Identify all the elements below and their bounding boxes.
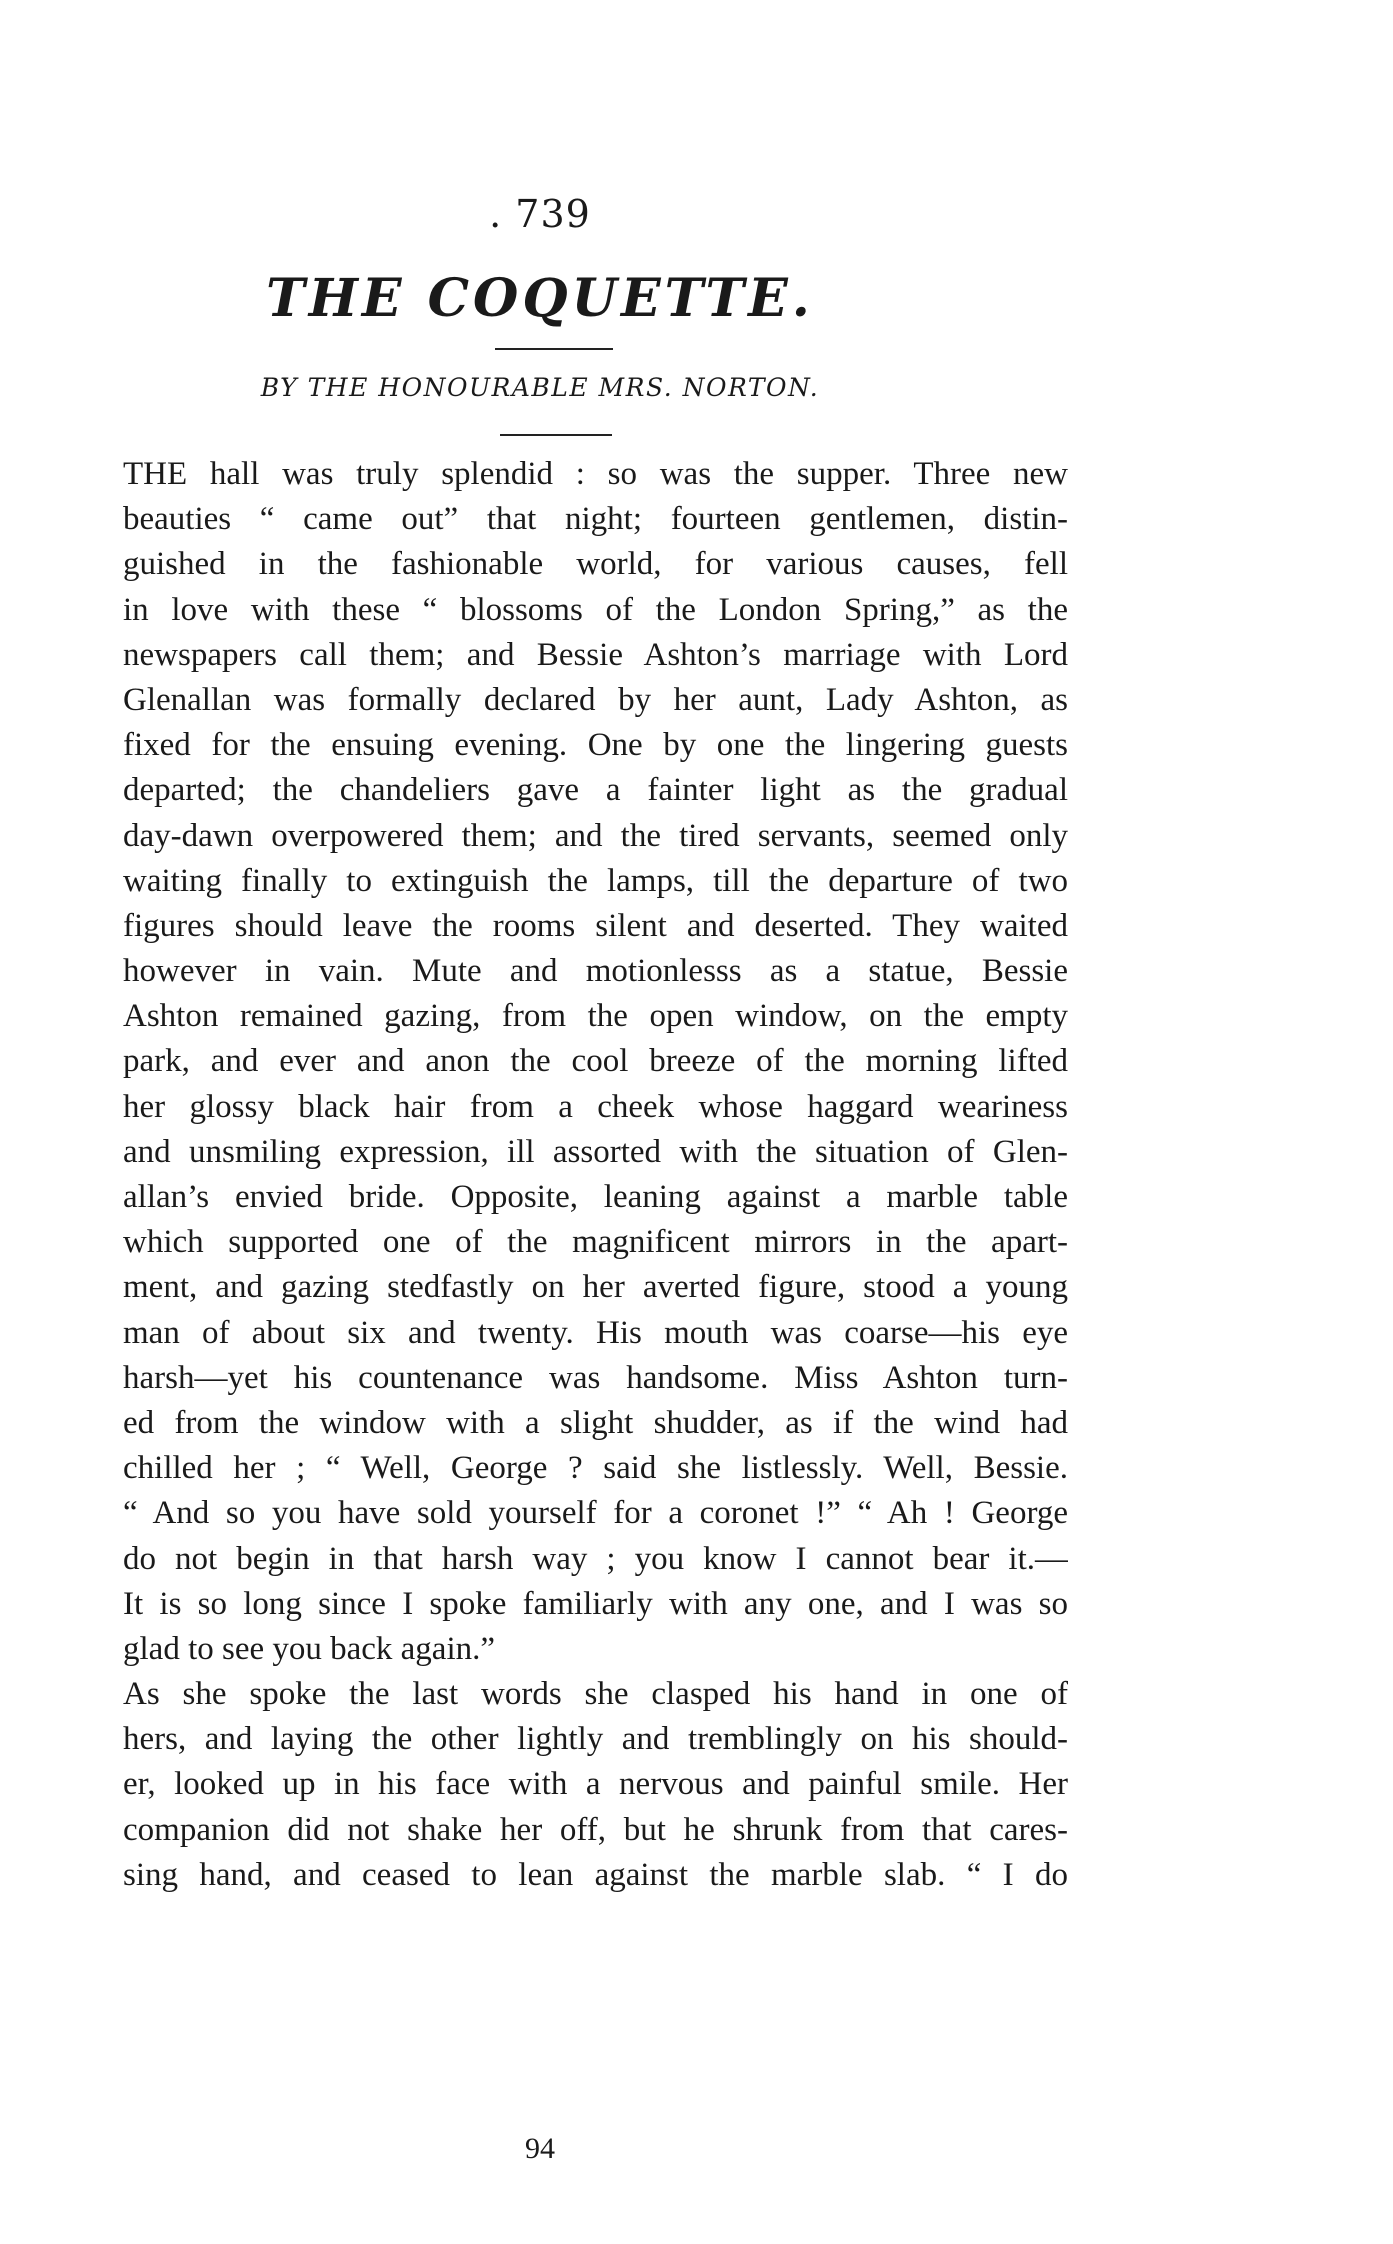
text-line: newspapers call them; and Bessie Ashton’s marriage with Lord [123,636,1068,673]
text-line: beauties “ came out” that night; fourteen gentlemen, distin- [123,501,1068,538]
text-line: fixed for the ensuing evening. One by one the lingering guests [123,727,1068,764]
text-line: Ashton remained gazing, from the open window, on the empty [123,998,1068,1035]
text-line: THE hall was truly splendid : so was the supper. Three new [123,456,1068,492]
text-line: which supported one of the magnificent mirrors in the apart- [123,1224,1068,1261]
text-line: guished in the fashionable world, for various causes, fell [123,546,1068,583]
author-byline: BY THE HONOURABLE MRS. NORTON. [260,373,820,402]
text-line: As she spoke the last words she clasped his hand in one of [123,1676,1068,1713]
text-line: ed from the window with a slight shudder, as if the wind had [123,1404,1068,1441]
text-line: do not begin in that harsh way ; you know I cannot bear it.— [123,1540,1068,1577]
text-line: figures should leave the rooms silent and deserted. They waited [123,907,1068,944]
text-line: harsh—yet his countenance was handsome. Miss Ashton turn- [123,1359,1068,1396]
text-line: waiting finally to extinguish the lamps, till the departure of two [123,862,1068,899]
book-page [60,0,1068,2244]
text-line: day-dawn overpowered them; and the tired servants, seemed only [123,817,1068,854]
text-line: however in vain. Mute and motionlesss as a statue, Bessie [123,953,1068,990]
text-line: er, looked up in his face with a nervous and painful smile. Her [123,1766,1068,1803]
text-line: glad to see you back again.” [123,1630,496,1667]
text-line: “ And so you have sold yourself for a coronet !” “ Ah ! George [123,1495,1068,1532]
text-line: sing hand, and ceased to lean against the marble slab. “ I do [123,1856,1068,1893]
text-line: allan’s envied bride. Opposite, leaning against a marble table [123,1179,1068,1215]
text-line: companion did not shake her off, but he shrunk from that cares- [123,1811,1068,1848]
text-line: and unsmiling expression, ill assorted with the situation of Glen- [123,1133,1068,1170]
text-line: hers, and laying the other lightly and tremblingly on his should- [123,1721,1068,1758]
text-line: departed; the chandeliers gave a fainter light as the gradual [123,772,1068,809]
title-rule [495,348,613,350]
text-line: park, and ever and anon the cool breeze of the morning lifted [123,1043,1068,1080]
text-line: her glossy black hair from a cheek whose haggard weariness [123,1088,1068,1125]
story-body [123,452,1068,1898]
paragraph-2 [123,1672,1068,1898]
text-line: chilled her ; “ Well, George ? said she listlessly. Well, Bessie. [123,1450,1068,1487]
byline-rule [500,434,612,436]
page-number-top: . 739 [489,192,591,236]
text-line: It is so long since I spoke familiarly with any one, and I was so [123,1585,1068,1622]
text-line: Glenallan was formally declared by her aunt, Lady Ashton, as [123,681,1068,718]
text-line: man of about six and twenty. His mouth was coarse—his eye [123,1314,1068,1351]
paragraph-1 [123,452,1068,1672]
text-line: in love with these “ blossoms of the London Spring,” as the [123,591,1068,628]
page-number-bottom: 94 [525,2132,555,2165]
story-title: THE COQUETTE. [266,268,814,329]
text-line: ment, and gazing stedfastly on her averted figure, stood a young [123,1269,1068,1306]
